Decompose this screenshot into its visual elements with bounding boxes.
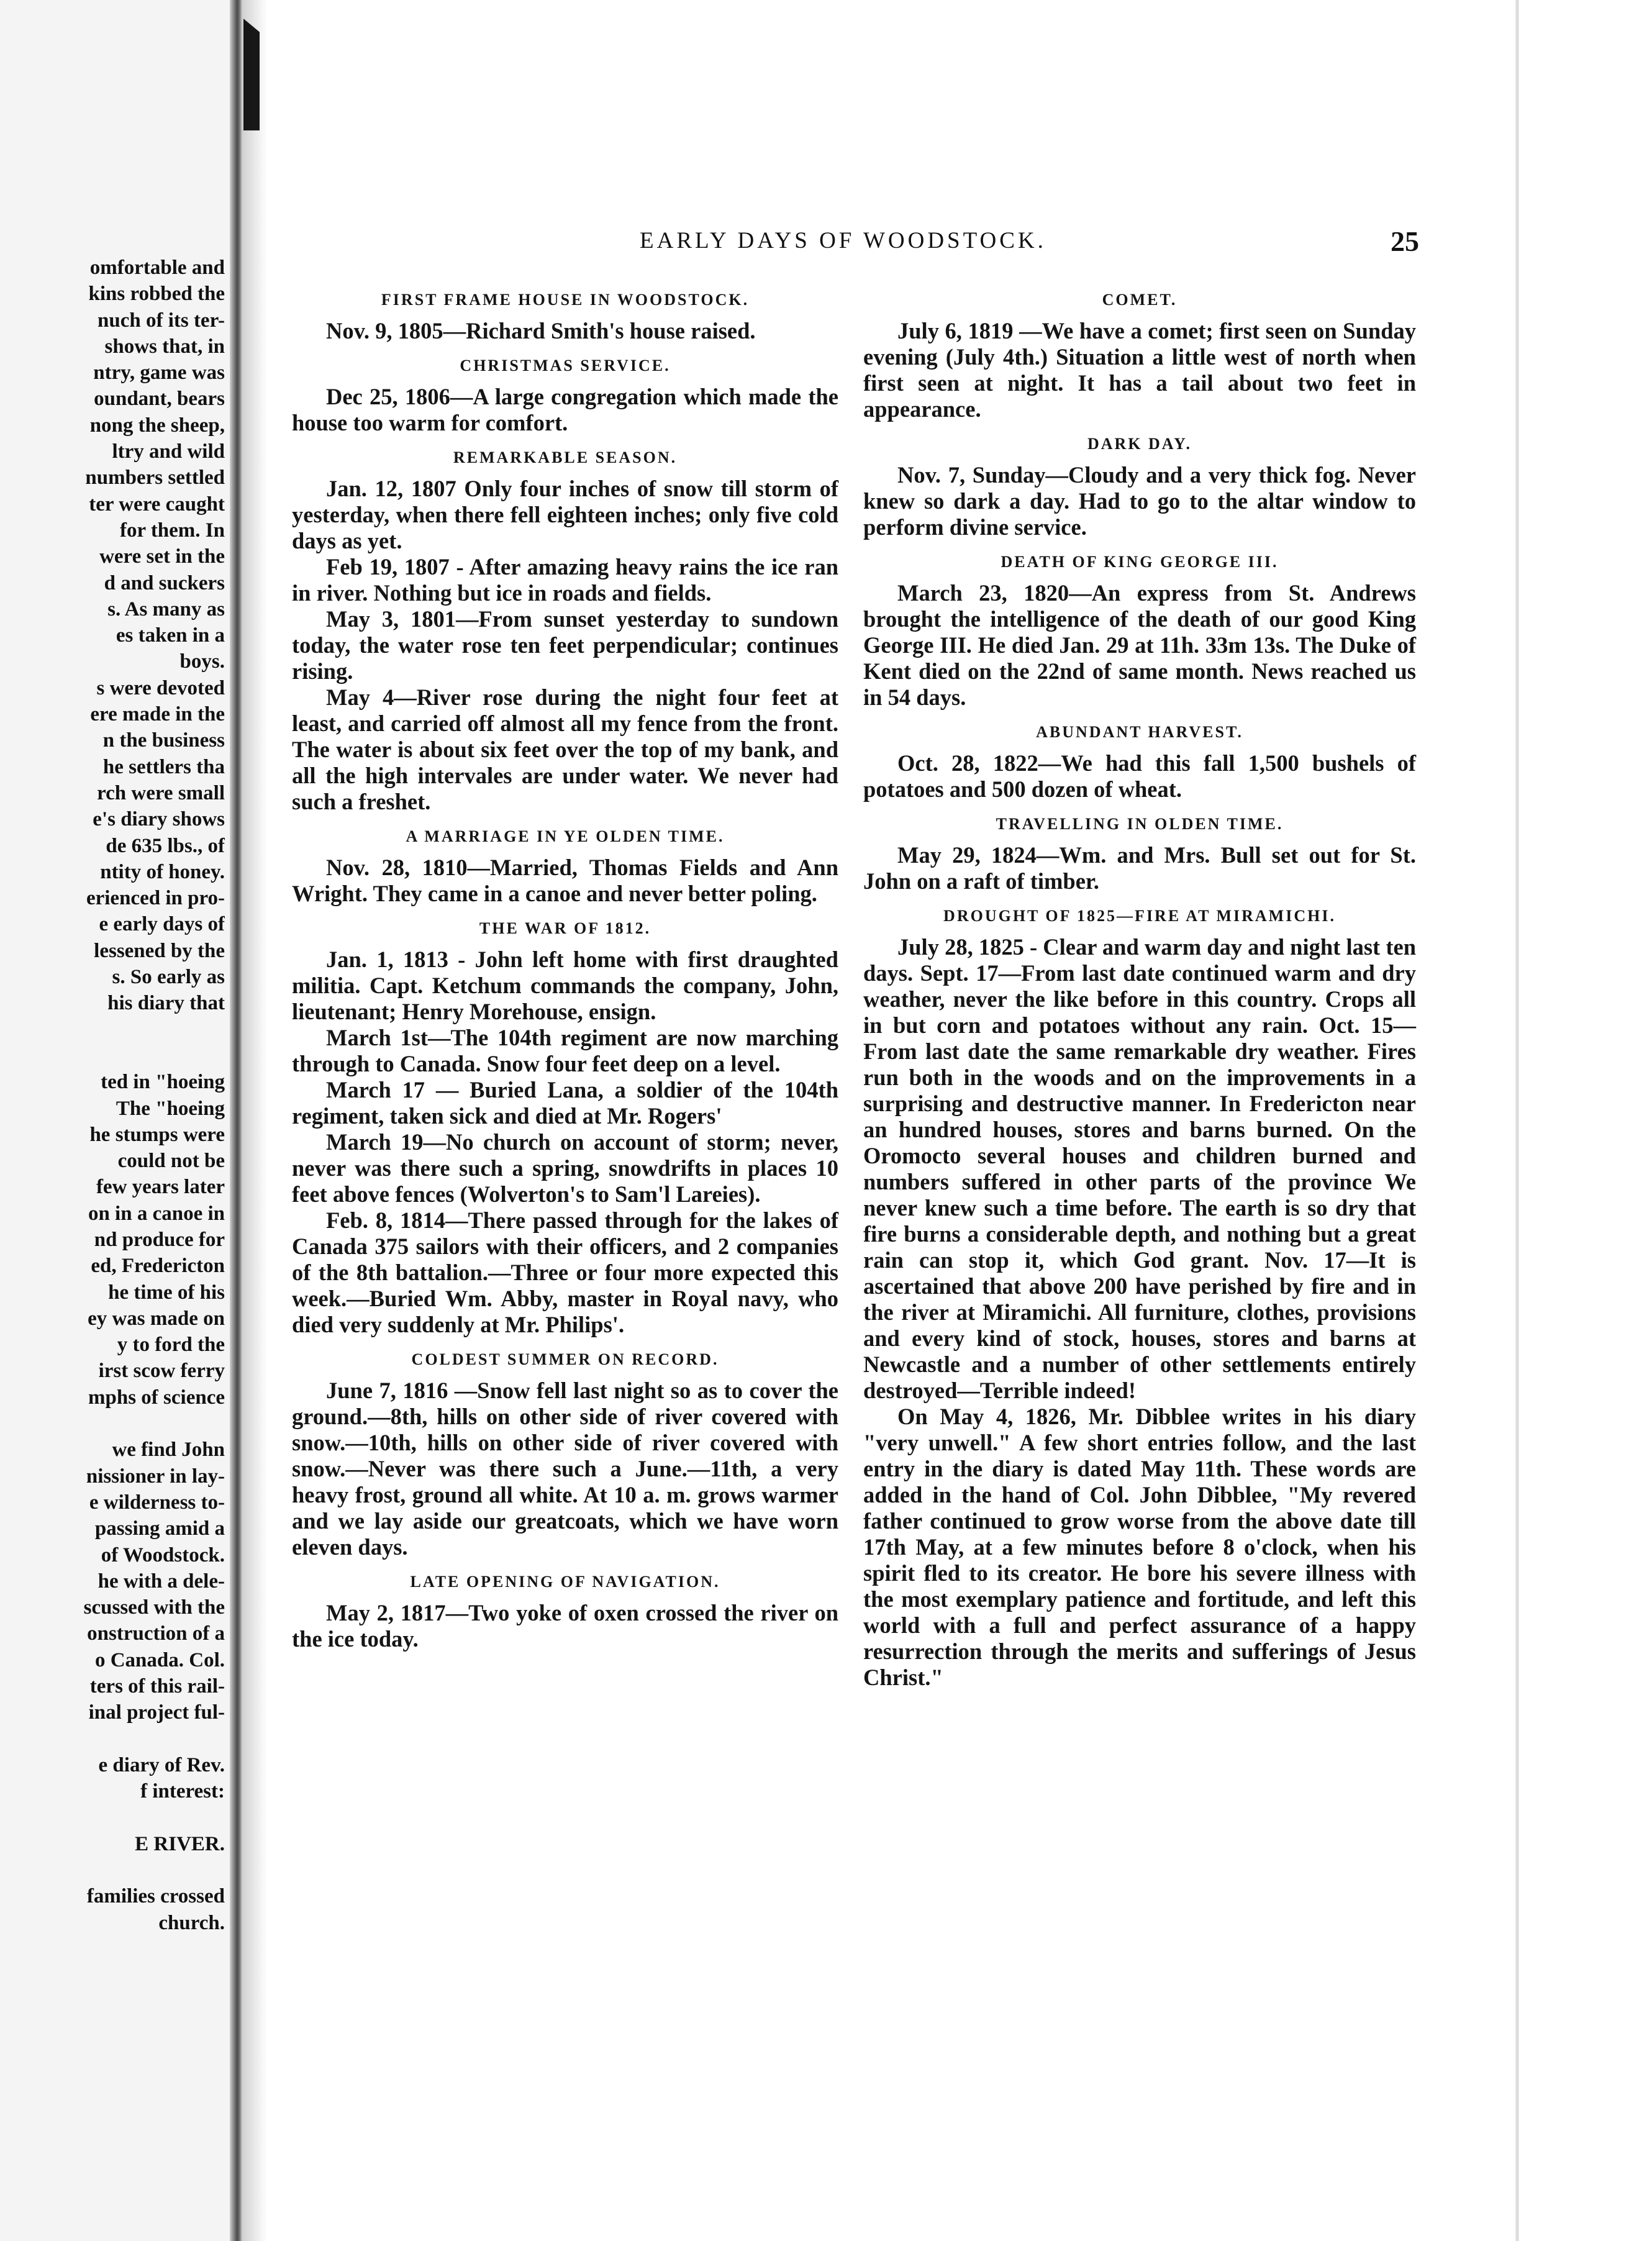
facing-page-line: ters of this rail- <box>89 1675 225 1698</box>
diary-entry: May 4—River rose during the night four feet at least, and carried off almost all my fence from the front. The water is about six feet over the top of my bank, and all the high intervales are under water. We never had such a freshet. <box>292 684 838 814</box>
page-number: 25 <box>1391 225 1419 257</box>
diary-entry: Jan. 12, 1807 Only four inches of snow till storm of yesterday, when there fell eighteen inches; only five cold days as yet. <box>292 476 838 553</box>
facing-page-line: omfortable and <box>89 257 225 279</box>
facing-page-line: few years later <box>96 1176 225 1199</box>
diary-entry: May 29, 1824—Wm. and Mrs. Bull set out for St. John on a raft of timber. <box>863 842 1416 894</box>
diary-entry: On May 4, 1826, Mr. Dibblee writes in his diary "very unwell." A few short entries follow, and the last entry in the diary is dated May 11th. These words are added in the hand of Col. John Dibblee, "My revered father continued to grow worse from the above date till 17th May, at a few minutes before 8 o'clock, when his spirit fled to its creator. He bore his severe illness with the most exemplary patience and fortitude, and left this world with a full and perfect assurance of a happy resurrection through the merits and sufferings of Jesus Christ." <box>863 1404 1416 1690</box>
left-text-column <box>292 286 838 1660</box>
diary-entry: Feb 19, 1807 - After amazing heavy rains the ice ran in river. Nothing but ice in roads and fields. <box>292 554 838 606</box>
diary-entry: May 2, 1817—Two yoke of oxen crossed the river on the ice today. <box>292 1600 838 1652</box>
diary-entry: March 19—No church on account of storm; never, never was there such a spring, snowdrifts in places 10 feet above fences (Wolverton's to Sam'l Lareies). <box>292 1129 838 1207</box>
facing-page-line: f interest: <box>140 1780 225 1803</box>
section-heading: CHRISTMAS SERVICE. <box>460 357 671 375</box>
facing-page-line: he with a dele- <box>98 1570 225 1593</box>
facing-page-line: nd produce for <box>94 1228 225 1251</box>
facing-page-line: onstruction of a <box>87 1622 225 1645</box>
facing-page-line: kins robbed the <box>88 283 225 306</box>
section-heading: A MARRIAGE IN YE OLDEN TIME. <box>406 827 725 845</box>
facing-page-line: for them. In <box>120 519 225 542</box>
book-spine <box>230 0 242 2241</box>
section-heading: TRAVELLING IN OLDEN TIME. <box>996 815 1284 833</box>
facing-page-line: he stumps were <box>89 1123 225 1146</box>
diary-entry: Oct. 28, 1822—We had this fall 1,500 bushels of potatoes and 500 dozen of wheat. <box>863 750 1416 802</box>
running-title: EARLY DAYS OF WOODSTOCK. <box>640 228 1046 253</box>
facing-page-line <box>0 1857 225 1883</box>
facing-page-line: rch were small <box>97 781 225 804</box>
facing-page-line: ere made in the <box>90 703 225 726</box>
diary-entry: Dec 25, 1806—A large congregation which made the house too warm for comfort. <box>292 384 838 435</box>
facing-page-line: passing amid a <box>94 1517 225 1540</box>
facing-page-line: o Canada. Col. <box>94 1648 225 1671</box>
diary-entry: March 17 — Buried Lana, a soldier of the 104th regiment, taken sick and died at Mr. Rogers' <box>292 1077 838 1129</box>
facing-page-line: e early days of <box>99 913 225 936</box>
facing-page-line: s were devoted <box>96 676 225 699</box>
diary-entry: March 1st—The 104th regiment are now marching through to Canada. Snow four feet deep on a level. <box>292 1025 838 1076</box>
facing-page-line: scussed with the <box>83 1596 225 1619</box>
section-heading: DARK DAY. <box>1087 435 1192 453</box>
facing-page-line: E RIVER. <box>135 1832 225 1855</box>
facing-page-line: ed, Fredericton <box>91 1255 225 1278</box>
facing-page-line <box>0 1411 225 1437</box>
facing-page-line: inal project ful- <box>88 1701 225 1724</box>
facing-page-line: church. <box>158 1911 225 1934</box>
section-heading: THE WAR OF 1812. <box>479 919 651 937</box>
facing-page-line: de 635 lbs., of <box>106 834 225 857</box>
facing-page-line <box>0 1726 225 1752</box>
facing-page-line: lessened by the <box>94 939 225 962</box>
diary-entry: Nov. 7, Sunday—Cloudy and a very thick fog. Never knew so dark a day. Had to go to the altar window to perform divine service. <box>863 462 1416 540</box>
facing-page-line: The "hoeing <box>116 1097 225 1120</box>
facing-page-line: d and suckers <box>104 571 225 594</box>
diary-entry: Nov. 28, 1810—Married, Thomas Fields and Ann Wright. They came in a canoe and never better poling. <box>292 855 838 906</box>
facing-page-line: e's diary shows <box>93 808 225 831</box>
facing-page-line: on in a canoe in <box>88 1202 225 1225</box>
facing-page-line: e diary of Rev. <box>98 1753 225 1776</box>
facing-page-line: ltry and wild <box>112 440 225 463</box>
facing-page-line: numbers settled <box>85 466 225 489</box>
section-heading: COMET. <box>1102 291 1178 309</box>
diary-entry: May 3, 1801—From sunset yesterday to sundown today, the water rose ten feet perpendicular; continues rising. <box>292 606 838 684</box>
section-heading: FIRST FRAME HOUSE IN WOODSTOCK. <box>381 291 750 309</box>
facing-page-line: he time of his <box>108 1281 225 1304</box>
facing-page-line: of Woodstock. <box>101 1543 225 1566</box>
facing-page-line: we find John <box>112 1439 225 1461</box>
facing-page-line: ey was made on <box>88 1307 225 1330</box>
section-heading: DEATH OF KING GEORGE III. <box>1001 553 1279 571</box>
diary-entry: March 23, 1820—An express from St. Andrews brought the intelligence of the death of our good King George III. He died Jan. 29 at 11h. 33m 13s. The Duke of Kent died on the 22nd of same month. News reached us in 54 days. <box>863 580 1416 710</box>
right-text-column <box>863 286 1416 1698</box>
facing-page-line: shows that, in <box>104 335 225 358</box>
gutter-shadow <box>242 0 267 2241</box>
facing-page-line: ted in "hoeing <box>101 1071 225 1094</box>
section-heading: ABUNDANT HARVEST. <box>1036 723 1243 741</box>
diary-entry: Feb. 8, 1814—There passed through for the lakes of Canada 375 sailors with their officers, and 2 companies of the 8th battalion.—Three or four more expected this week.—Buried Wm. Abby, master in Royal navy, who died very suddenly at Mr. Philips'. <box>292 1207 838 1337</box>
facing-page-fragment <box>0 0 233 2241</box>
facing-page-line: his diary that <box>107 992 225 1015</box>
facing-page-line: s. As many as <box>107 598 225 620</box>
facing-page-line: irst scow ferry <box>98 1360 225 1383</box>
page-margin-right <box>1506 0 1652 2241</box>
facing-page-line: ntity of honey. <box>100 860 225 883</box>
facing-page-line: s. So early as <box>112 966 225 989</box>
section-heading: LATE OPENING OF NAVIGATION. <box>410 1573 720 1591</box>
facing-page-line: boys. <box>179 650 225 673</box>
diary-entry: Jan. 1, 1813 - John left home with first draughted militia. Capt. Ketchum commands the company, John, lieutenant; Henry Morehouse, ensign. <box>292 947 838 1024</box>
diary-entry: July 28, 1825 - Clear and warm day and night last ten days. Sept. 17—From last date continued warm and dry weather, never the like before in this country. Crops all in but corn and potatoes without any rain. Oct. 15—From last date the same remarkable dry weather. Fires run both in the woods and on the improvements in a surprising and destructive manner. In Fredericton near an hundred houses, stores and barns burned. On the Oromocto several houses and children burned and numbers suffered in other parts of the province We never knew such a time before. The earth is so dry that fire burns a considerable depth, and nothing but a great rain can stop it, which God grant. Nov. 17—It is ascertained that above 200 have perished by fire and in the river at Miramichi. All furniture, clothes, provisions and every kind of stock, houses, stores and barns at Newcastle and a number of other settlements entirely destroyed—Terrible indeed! <box>863 934 1416 1403</box>
section-heading: COLDEST SUMMER ON RECORD. <box>411 1350 719 1368</box>
section-heading: DROUGHT OF 1825—FIRE AT MIRAMICHI. <box>943 907 1336 925</box>
facing-page-line: could not be <box>117 1150 225 1173</box>
facing-page-line: y to ford the <box>117 1334 225 1357</box>
facing-page-line: he settlers tha <box>102 755 225 778</box>
facing-page-line <box>0 1017 225 1043</box>
page-header <box>621 227 1428 265</box>
diary-entry: Nov. 9, 1805—Richard Smith's house raised. <box>326 318 756 343</box>
facing-page-line: oundant, bears <box>94 388 225 411</box>
facing-page-line: ntry, game was <box>93 361 225 384</box>
section-heading: REMARKABLE SEASON. <box>453 448 678 466</box>
facing-page-line: es taken in a <box>116 624 225 647</box>
facing-page-line: nong the sheep, <box>89 414 225 437</box>
facing-page-line: n the business <box>102 729 225 752</box>
diary-entry: June 7, 1816 —Snow fell last night so as to cover the ground.—8th, hills on other side of river covered with snow.—10th, hills on other side of river covered with snow.—Never was there such a June.—11th, a very heavy frost, ground all white. At 10 a. m. grows warmer and we lay aside our greatcoats, which we have worn eleven days. <box>292 1378 838 1560</box>
facing-page-line <box>0 1805 225 1831</box>
facing-page-line: were set in the <box>99 545 225 568</box>
facing-page-line: families crossed <box>86 1885 225 1908</box>
facing-page-line: erienced in pro- <box>86 887 225 910</box>
facing-page-line: mphs of science <box>88 1386 225 1409</box>
facing-page-text <box>0 255 225 1936</box>
facing-page-line: ter were caught <box>89 493 225 516</box>
diary-entry: July 6, 1819 —We have a comet; first seen on Sunday evening (July 4th.) Situation a little west of north when first seen at night. It has a tail about two feet in appearance. <box>863 318 1416 422</box>
facing-page-line <box>0 1043 225 1069</box>
facing-page-line: e wilderness to- <box>89 1491 225 1514</box>
page-edge-line <box>1515 0 1519 2241</box>
facing-page-line: nuch of its ter- <box>98 309 225 332</box>
facing-page-line: nissioner in lay- <box>86 1465 225 1488</box>
